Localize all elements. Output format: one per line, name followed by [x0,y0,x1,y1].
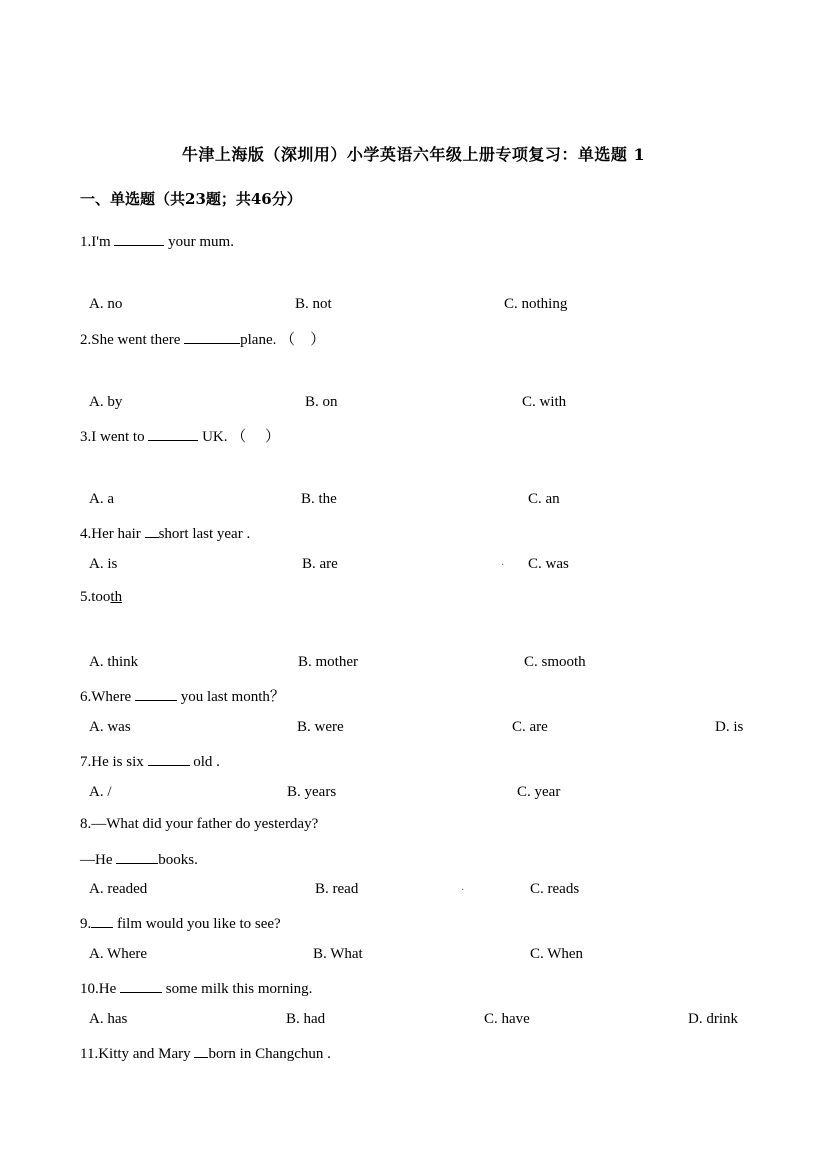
option-d[interactable]: D. drink [688,1011,738,1027]
underlined-letters: th [110,589,123,605]
question-text: 9. [80,916,92,932]
section-heading: 一、单选题（共23题；共46分） [80,190,302,208]
option-a[interactable]: A. has [89,1011,128,1027]
question-text: film would you like to see? [113,916,281,932]
option-c[interactable]: C. are [512,719,548,735]
option-c[interactable]: C. was [528,556,569,572]
question-text: 11.Kitty and Mary [80,1046,195,1062]
option-c[interactable]: C. nothing [504,296,568,312]
option-d[interactable]: D. is [715,719,744,735]
question-8-line-2 [80,849,198,869]
question-text: books. [158,852,198,868]
option-c[interactable]: C. smooth [524,654,586,670]
question-10 [80,978,312,998]
question-9 [80,913,281,933]
question-text: 2.She went there [80,332,185,348]
question-text: UK. （ ） [198,429,280,445]
option-a[interactable]: A. readed [89,881,148,897]
option-c[interactable]: C. When [530,946,584,962]
question-text: 3.I went to [80,429,149,445]
option-a[interactable]: A. by [89,394,123,410]
option-b[interactable]: B. read [315,881,359,897]
answer-blank [116,849,158,864]
answer-blank [184,329,240,344]
answer-blank [135,686,177,701]
option-b[interactable]: B. the [301,491,337,507]
option-b[interactable]: B. not [295,296,332,312]
question-7 [80,751,220,771]
answer-blank [120,978,162,993]
question-8-line-1: 8.—What did your father do yesterday? [80,816,319,832]
option-b[interactable]: B. mother [298,654,358,670]
option-a[interactable]: A. was [89,719,131,735]
option-c[interactable]: C. have [484,1011,530,1027]
question-text: 4.Her hair [80,526,145,542]
answer-blank [91,913,113,928]
option-b[interactable]: B. years [287,784,337,800]
question-text: 7.He is six [80,754,148,770]
option-a[interactable]: A. think [89,654,139,670]
question-2 [80,328,325,349]
question-text: 10.He [80,981,120,997]
answer-blank [148,751,190,766]
question-1 [80,231,234,251]
question-4 [80,523,250,543]
answer-blank [114,231,164,246]
question-11 [80,1043,331,1063]
answer-blank [148,426,198,441]
stray-mark: · [501,560,505,571]
question-text: born in Changchun . [208,1046,331,1062]
question-text: 1.I'm [80,234,115,250]
option-c[interactable]: C. reads [530,881,580,897]
option-a[interactable]: A. Where [89,946,148,962]
option-a[interactable]: A. / [89,784,112,800]
question-text: your mum. [164,234,234,250]
stray-mark: · [461,885,465,896]
answer-blank [145,523,159,538]
question-text: you last month？ [176,689,285,705]
question-5 [80,589,122,606]
question-6 [80,685,285,706]
option-b[interactable]: B. were [297,719,344,735]
option-c[interactable]: C. with [522,394,567,410]
question-text: 6.Where [80,689,135,705]
option-b[interactable]: B. on [305,394,338,410]
option-b[interactable]: B. had [286,1011,326,1027]
option-a[interactable]: A. no [89,296,123,312]
question-3 [80,425,280,446]
option-c[interactable]: C. year [517,784,561,800]
answer-blank [194,1043,208,1058]
option-c[interactable]: C. an [528,491,560,507]
question-text: some milk this morning. [162,981,313,997]
question-text: 5.too [80,589,111,605]
option-b[interactable]: B. are [302,556,338,572]
question-text: —He [80,852,117,868]
page-title: 牛津上海版（深圳用）小学英语六年级上册专项复习：单选题 1 [181,145,646,164]
question-text: short last year . [158,526,251,542]
question-text: plane. （ ） [240,332,326,348]
option-b[interactable]: B. What [313,946,363,962]
question-text: old . [189,754,220,770]
option-a[interactable]: A. is [89,556,118,572]
option-a[interactable]: A. a [89,491,114,507]
